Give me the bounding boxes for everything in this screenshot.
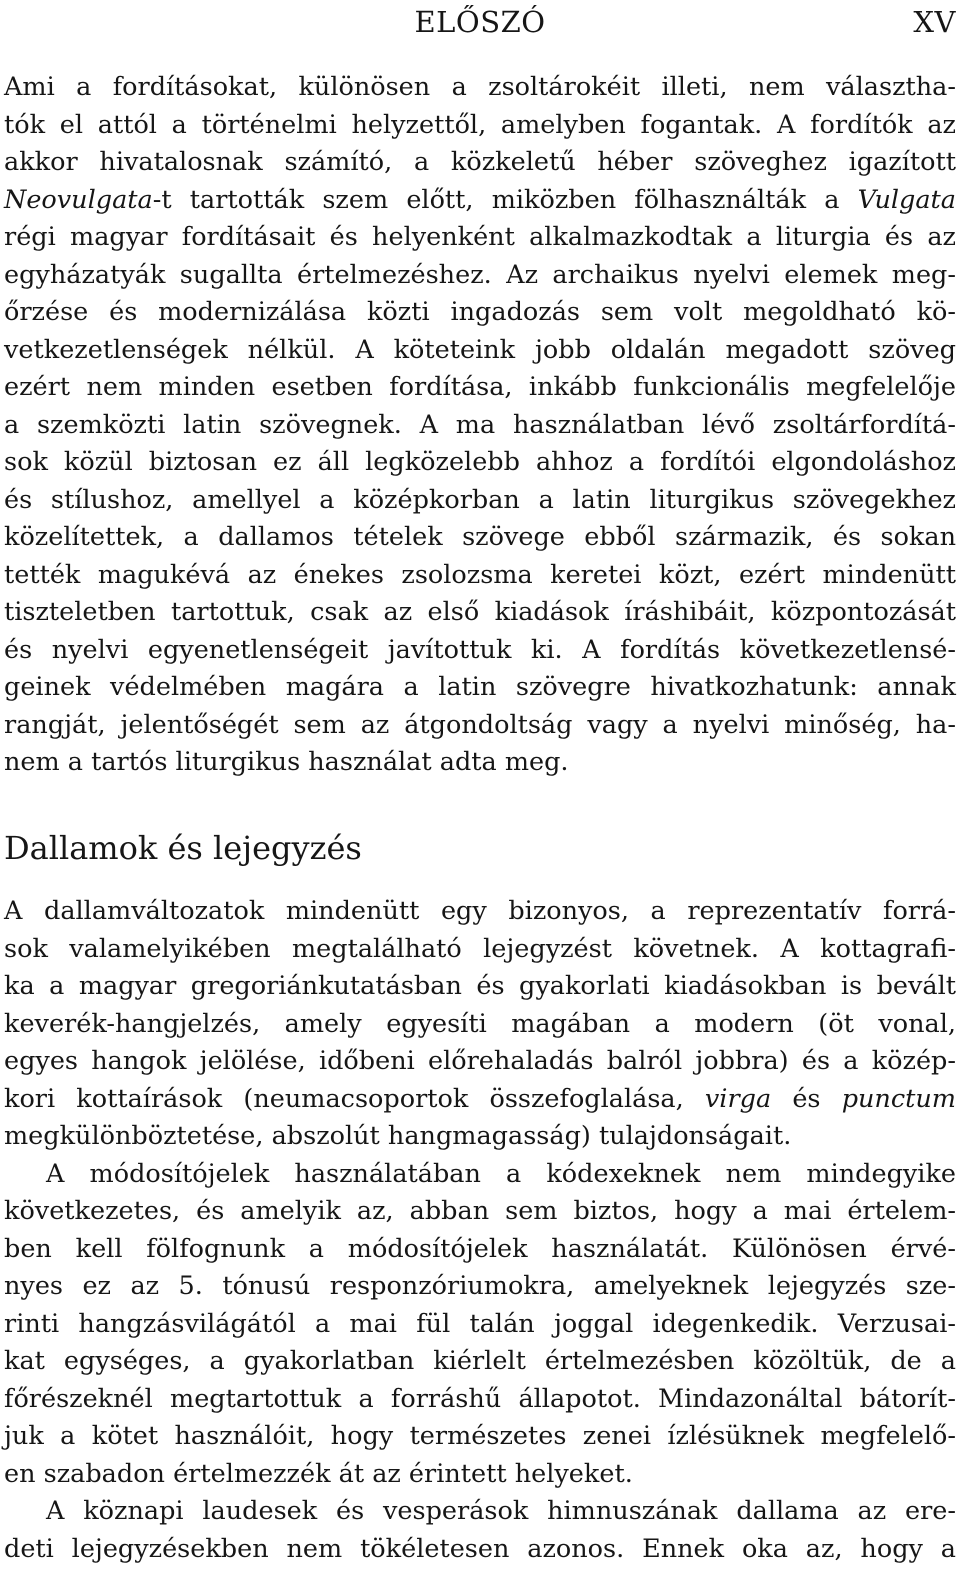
text-line: főrészeknél megtartottuk a forrásһű állapotot. Mindazonáltal bátorít- <box>4 1383 956 1414</box>
text-line: kat egységes, a gyakorlatban kiérlelt értelmezésben közöltük, de a <box>4 1346 956 1376</box>
text-line: en szabadon értelmezzék át az érintett helyeket. <box>4 1458 633 1489</box>
text-line: tók el attól a történelmi helyzettől, amelyben fogantak. A fordítók az <box>4 109 956 140</box>
text-line: sok közül biztosan ez áll legközelebb ahhoz a fordítói elgondoláshoz <box>4 447 956 477</box>
text-line: geinek védelmében magára a latin szövegre hivatkozhatunk: annak <box>4 672 956 702</box>
text-line: egyes hangok jelölése, időbeni előrehaladás balról jobbra) és a közép- <box>4 1046 956 1076</box>
text-line: A köznapi laudesek és vesperások himnuszának dallama az ere- <box>46 1496 956 1526</box>
text-line: a szemközti latin szövegnek. A ma használatban lévő zsoltárfordítá- <box>4 409 956 440</box>
text-fragment: és <box>771 1083 842 1114</box>
text-line: nem a tartós liturgikus használat adta meg. <box>4 747 569 777</box>
italic-term: Neovulgata <box>4 184 153 215</box>
text-fragment: kori kottaírások (neumacsoportok összefoglalása, <box>4 1083 705 1114</box>
text-line: Ami a fordításokat, különösen a zsoltárokéit illeti, nem választha- <box>4 72 956 102</box>
text-line: juk a kötet használóit, hogy természetes zenei ízlésüknek megfelelő- <box>4 1421 956 1451</box>
text-line: rangját, jelentőségét sem az átgondoltság vagy a nyelvi minőség, ha- <box>4 709 956 740</box>
running-title: ELŐSZÓ <box>414 5 546 39</box>
text-line: ben kell fölfognunk a módosítójelek használatát. Különösen érvé- <box>4 1233 956 1264</box>
text-line: őrzése és modernizálása közti ingadozás sem volt megoldható kö- <box>4 297 956 327</box>
text-line: A módosítójelek használatában a kódexeknek nem mindegyike <box>46 1158 956 1189</box>
text-line: sok valamelyikében megtalálható lejegyzést követnek. A kottagrafi- <box>4 933 956 964</box>
text-line: A dallamváltozatok mindenütt egy bizonyos, a reprezentatív forrá- <box>4 896 956 926</box>
text-line: ezért nem minden esetben fordítása, inkább funkcionális megfelelője <box>4 372 956 402</box>
text-line: rinti hangzásvilágától a mai fül talán joggal idegenkedik. Verzusai- <box>4 1308 956 1339</box>
italic-term: Vulgata <box>857 184 956 215</box>
text-line: régi magyar fordításait és helyenként alkalmazkodtak a liturgia és az <box>4 222 956 252</box>
text-line <box>4 1081 956 1119</box>
section-heading: Dallamok és lejegyzés <box>4 829 362 867</box>
text-line: deti lejegyzésekben nem tökéletesen azonos. Ennek oka az, hogy a <box>4 1533 956 1564</box>
text-fragment: -t tartották szem előtt, miközben fölhasználták a <box>152 184 858 215</box>
text-line: ka a magyar gregoriánkutatásban és gyakorlati kiadásokban is bevált <box>4 971 956 1001</box>
text-line: közelítettek, a dallamos tételek szövege ebből származik, és sokan <box>4 522 956 552</box>
text-line: nyes ez az 5. tónusú responzóriumokra, amelyeknek lejegyzés sze- <box>4 1271 956 1301</box>
italic-term: virga <box>704 1083 772 1114</box>
text-line: keverék-hangjelzés, amely egyesíti magában a modern (öt vonal, <box>4 1008 956 1039</box>
running-head <box>0 2 960 42</box>
italic-term: punctum <box>841 1083 956 1114</box>
text-line <box>4 182 956 220</box>
text-line: és stílushoz, amellyel a középkorban a latin liturgikus szövegekhez <box>4 484 956 515</box>
text-line: tették magukévá az énekes zsolozsma keretei közt, ezért mindenütt <box>4 559 956 590</box>
text-line: vetkezetlenségek nélkül. A köteteink jobb oldalán megadott szöveg <box>4 334 956 365</box>
page-number: XV <box>913 5 956 39</box>
text-line: következetes, és amelyik az, abban sem biztos, hogy a mai értelem- <box>4 1196 956 1226</box>
text-line: akkor hivatalosnak számító, a közkeletű héber szöveghez igazított <box>4 147 956 177</box>
intro-paragraph <box>4 69 956 782</box>
text-line: tiszteletben tartottuk, csak az első kiadások íráshibáit, központozását <box>4 597 956 627</box>
text-line: egyházatyák sugallta értelmezéshez. Az archaikus nyelvi elemek meg- <box>4 259 956 290</box>
text-line: és nyelvi egyenetlenségeit javítottuk ki. A fordítás következetlensé- <box>4 634 956 665</box>
text-line: megkülönböztetése, abszolút hangmagasság) tulajdonságait. <box>4 1121 792 1151</box>
melody-section-body <box>4 893 956 1568</box>
